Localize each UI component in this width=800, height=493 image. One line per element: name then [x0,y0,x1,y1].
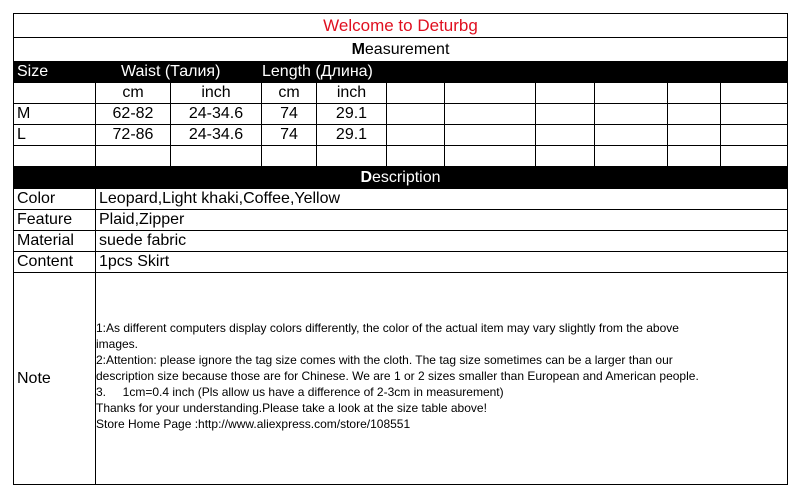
empty-cell [721,146,789,166]
empty-cell [721,125,789,145]
page-title: Welcome to Deturbg [323,15,478,35]
empty-cell [668,104,721,124]
units-row [14,83,787,104]
size-cell: L [14,125,96,145]
measurement-header-row [14,62,787,83]
empty-cell [536,83,595,103]
measurement-heading-row [14,38,787,62]
waist-cm-cell: 62-82 [96,104,171,124]
size-header: Size [17,63,49,80]
length-inch-cell: 29.1 [317,104,387,124]
waist-header: Waist (Талия) [121,63,221,80]
unit-cell: cm [262,83,317,103]
length-header: Length (Длина) [262,63,373,80]
empty-cell [387,125,445,145]
empty-cell [595,104,668,124]
length-cm-cell: 74 [262,125,317,145]
table-row [14,146,787,167]
note-line: description size because those are for Chinese. We are 1 or 2 sizes smaller than European and American people. [96,369,699,383]
unit-cell: inch [317,83,387,103]
description-label: Feature [14,210,96,230]
note-label: Note [14,273,96,484]
note-line: Thanks for your understanding.Please take a look at the size table above! [96,401,487,415]
description-heading: Description [360,168,441,186]
note-row [14,273,787,484]
empty-cell [445,83,536,103]
title-row [14,14,787,38]
description-row [14,252,787,273]
empty-cell [387,146,445,166]
description-row [14,189,787,210]
size-chart-sheet [13,13,788,485]
empty-cell [445,146,536,166]
empty-cell [668,83,721,103]
table-row [14,104,787,125]
description-value: 1pcs Skirt [99,253,170,270]
units-size-cell [14,83,96,103]
table-row [14,125,787,146]
empty-cell [14,146,96,166]
note-line: Store Home Page :http://www.aliexpress.com/store/108551 [96,417,411,431]
description-value: Plaid,Zipper [99,211,185,228]
empty-cell [387,83,445,103]
empty-cell [595,83,668,103]
empty-cell [668,125,721,145]
note-text [96,320,699,432]
empty-cell [445,125,536,145]
note-line: 3. 1cm=0.4 inch (Pls allow us have a difference of 2-3cm in measurement) [96,385,504,399]
empty-cell [595,146,668,166]
empty-cell [668,146,721,166]
empty-cell [536,125,595,145]
description-value: Leopard,Light khaki,Coffee,Yellow [99,190,341,207]
empty-cell [445,104,536,124]
size-cell: M [14,104,96,124]
empty-cell [721,104,789,124]
description-value: suede fabric [99,232,187,249]
empty-cell [721,83,789,103]
empty-cell [171,146,262,166]
waist-cm-cell: 72-86 [96,125,171,145]
note-line: 1:As different computers display colors differently, the color of the actual item may vary slightly from the above [96,321,679,335]
description-heading-row [14,167,787,189]
empty-cell [387,104,445,124]
empty-cell [262,146,317,166]
empty-cell [317,146,387,166]
description-label: Material [14,231,96,251]
waist-inch-cell: 24-34.6 [171,104,262,124]
unit-cell: cm [96,83,171,103]
unit-cell: inch [171,83,262,103]
length-inch-cell: 29.1 [317,125,387,145]
waist-inch-cell: 24-34.6 [171,125,262,145]
empty-cell [536,104,595,124]
description-row [14,231,787,252]
length-cm-cell: 74 [262,104,317,124]
note-line: images. [96,337,139,351]
note-line: 2:Attention: please ignore the tag size comes with the cloth. The tag size sometimes can be a larger than our [96,353,673,367]
empty-cell [536,146,595,166]
empty-cell [595,125,668,145]
empty-cell [96,146,171,166]
measurement-heading: Measurement [351,40,450,58]
description-label: Content [14,252,96,272]
description-label: Color [14,189,96,209]
description-row [14,210,787,231]
